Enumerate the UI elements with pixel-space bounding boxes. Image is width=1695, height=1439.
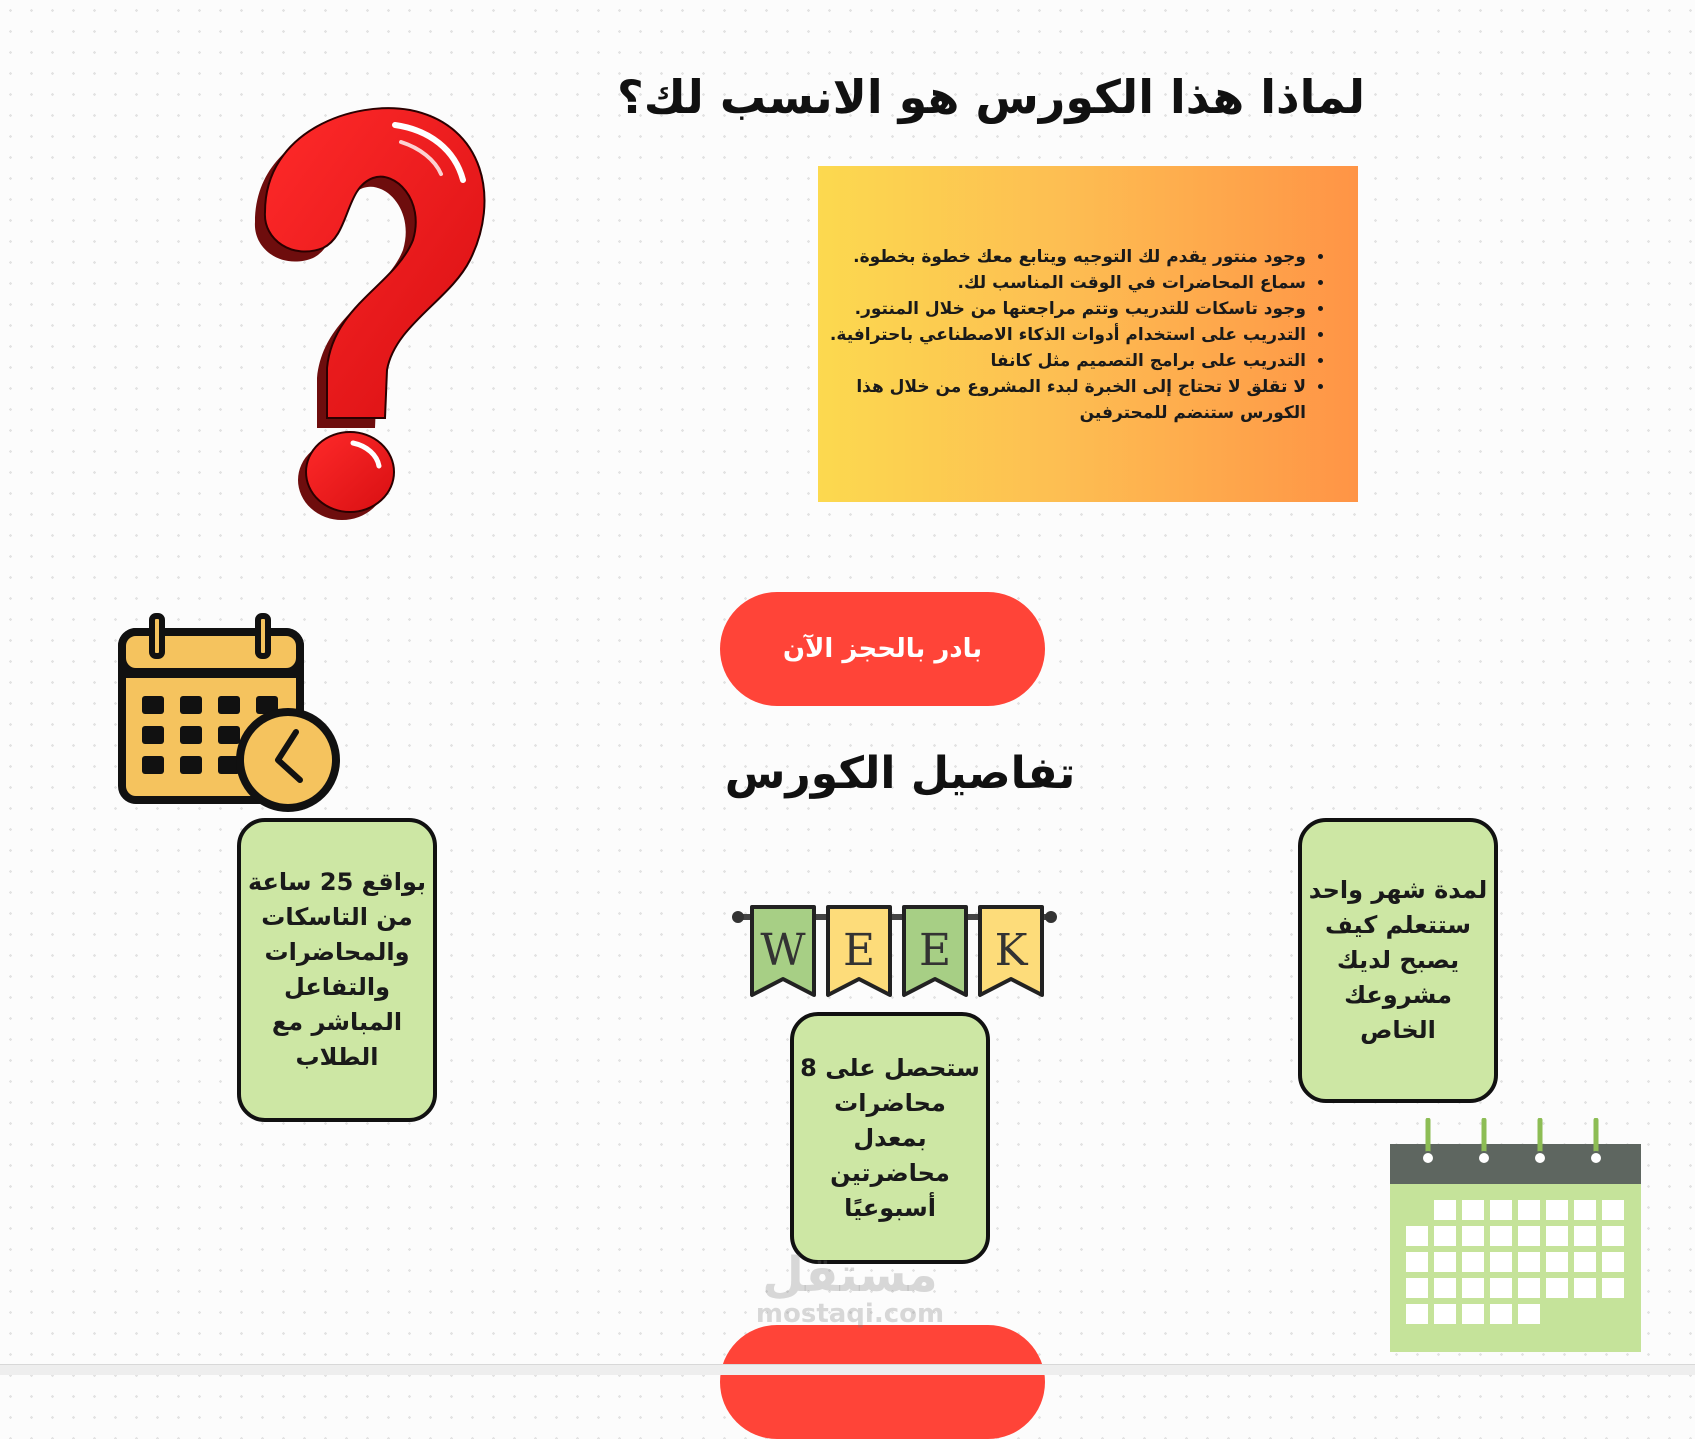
calendar-icon — [1388, 1118, 1643, 1354]
benefit-item: • لا تقلق لا تحتاج إلى الخبرة لبدء المشروع من خلال هذا الكورس ستنضم للمحترفين — [826, 374, 1306, 426]
week-letter: E — [842, 925, 876, 976]
question-mark-icon — [245, 100, 505, 530]
course-duration-card — [1298, 818, 1498, 1103]
watermark-latin: mostaqi.com — [755, 1299, 945, 1329]
book-now-button-bottom[interactable] — [720, 1325, 1045, 1439]
benefit-item: • وجود تاسكات للتدريب وتتم مراجعتها من خلال المنتور. — [826, 296, 1306, 322]
course-lectures-text: ستحصل على 8 محاضرات بمعدل محاضرتين أسبوعيًا — [800, 1053, 980, 1222]
course-lectures-card — [790, 1012, 990, 1264]
course-hours-text: بواقع 25 ساعة من التاسكات والمحاضرات والتفاعل المباشر مع الطلاب — [247, 868, 427, 1071]
watermark — [740, 1247, 960, 1329]
benefit-item: • التدريب على استخدام أدوات الذكاء الاصطناعي باحترافية. — [826, 322, 1306, 348]
benefits-box — [818, 166, 1358, 502]
course-duration-text: لمدة شهر واحد ستتعلم كيف يصبح لديك مشروعك الخاص — [1308, 876, 1488, 1044]
week-letter: E — [918, 925, 952, 976]
course-details-title: تفاصيل الكورس — [724, 748, 1076, 799]
week-letter: K — [994, 925, 1028, 976]
benefit-item: • سماع المحاضرات في الوقت المناسب لك. — [826, 270, 1306, 296]
benefit-item: • التدريب على برامج التصميم مثل كانفا — [826, 348, 1306, 374]
calendar-clock-icon — [118, 612, 343, 817]
book-now-button[interactable]: بادر بالحجز الآن — [720, 592, 1045, 706]
watermark-arabic: مستقل — [762, 1247, 938, 1303]
bottom-scroll-bar — [0, 1364, 1695, 1375]
course-hours-card — [237, 818, 437, 1122]
benefit-item: • وجود منتور يقدم لك التوجيه ويتابع معك خطوة بخطوة. — [826, 244, 1306, 270]
week-banner-icon — [732, 895, 1057, 1005]
benefits-list — [826, 244, 1324, 426]
why-section-title: لماذا هذا الكورس هو الانسب لك؟ — [617, 70, 1365, 124]
week-letter: W — [760, 925, 806, 976]
